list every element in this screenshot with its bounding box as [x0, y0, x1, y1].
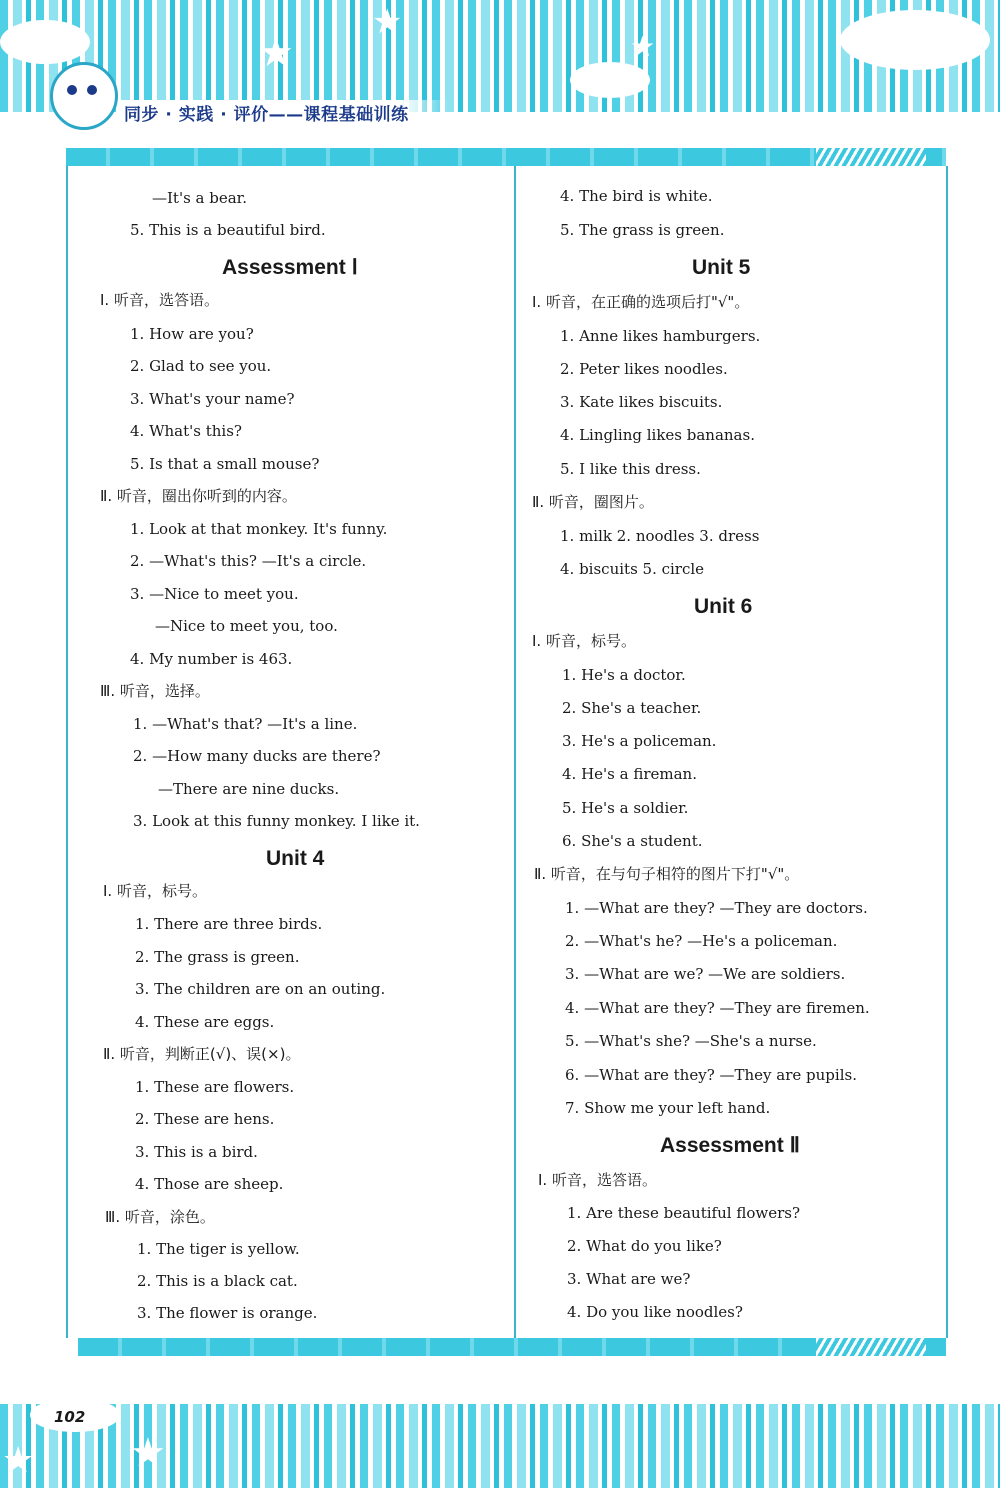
section-heading: Unit 4: [266, 847, 325, 870]
header-stripes: [0, 0, 1000, 112]
star-icon: ★: [258, 30, 294, 76]
exercise-instruction: Ⅰ. 听音，标号。: [532, 632, 636, 650]
transcript-line: 1. Anne likes hamburgers.: [560, 327, 761, 345]
transcript-line: 1. milk 2. noodles 3. dress: [560, 527, 760, 545]
transcript-line: 3. He's a policeman.: [562, 732, 717, 750]
transcript-line: 3. What are we?: [567, 1270, 691, 1288]
transcript-line: 1. He's a doctor.: [562, 666, 686, 684]
transcript-line: 5. He's a soldier.: [562, 799, 689, 817]
transcript-line: 3. This is a bird.: [135, 1143, 258, 1161]
transcript-line: 2. This is a black cat.: [137, 1272, 298, 1290]
cloud-right: [840, 10, 990, 70]
section-heading: Unit 6: [694, 595, 753, 618]
transcript-line: 5. —What's she? —She's a nurse.: [565, 1032, 817, 1050]
transcript-line: 4. Those are sheep.: [135, 1175, 284, 1193]
cloud-left: [0, 20, 90, 64]
star-icon: ★: [130, 1430, 166, 1476]
transcript-line: 4. —What are they? —They are firemen.: [565, 999, 870, 1017]
transcript-line: 1. Look at that monkey. It's funny.: [130, 520, 388, 538]
transcript-line: 1. There are three birds.: [135, 915, 323, 933]
transcript-line: —There are nine ducks.: [158, 780, 340, 798]
transcript-line: 2. She's a teacher.: [562, 699, 702, 717]
transcript-line: —It's a bear.: [152, 189, 247, 207]
transcript-line: 3. The flower is orange.: [137, 1304, 318, 1322]
transcript-line: 6. —What are they? —They are pupils.: [565, 1066, 857, 1084]
transcript-line: 4. biscuits 5. circle: [560, 560, 705, 578]
frame-top-bar: [66, 148, 946, 166]
transcript-line: 3. Look at this funny monkey. I like it.: [133, 812, 420, 830]
transcript-line: 3. The children are on an outing.: [135, 980, 386, 998]
mascot-icon: [50, 62, 118, 130]
section-heading: Unit 5: [692, 256, 751, 279]
transcript-line: 4. Do you like noodles?: [567, 1303, 743, 1321]
transcript-line: 6. She's a student.: [562, 832, 703, 850]
transcript-line: 4. Lingling likes bananas.: [560, 426, 755, 444]
transcript-line: 3. —What are we? —We are soldiers.: [565, 965, 846, 983]
page-number: 102: [54, 1408, 86, 1426]
transcript-line: 2. What do you like?: [567, 1237, 722, 1255]
transcript-line: 1. —What's that? —It's a line.: [133, 715, 358, 733]
transcript-line: 1. Are these beautiful flowers?: [567, 1204, 800, 1222]
exercise-instruction: Ⅰ. 听音，选答语。: [538, 1171, 657, 1189]
exercise-instruction: Ⅱ. 听音，在与句子相符的图片下打"√"。: [534, 865, 800, 883]
transcript-line: 1. These are flowers.: [135, 1078, 295, 1096]
section-heading: Assessment Ⅰ: [222, 256, 358, 279]
transcript-line: 7. Show me your left hand.: [565, 1099, 771, 1117]
transcript-line: 2. The grass is green.: [135, 948, 300, 966]
cloud-mid: [570, 62, 650, 98]
exercise-instruction: Ⅰ. 听音，选答语。: [100, 291, 219, 309]
star-icon: ★: [2, 1440, 35, 1481]
exercise-instruction: Ⅱ. 听音，判断正(√)、误(×)。: [103, 1045, 301, 1063]
transcript-line: 3. What's your name?: [130, 390, 295, 408]
transcript-line: 2. Peter likes noodles.: [560, 360, 728, 378]
exercise-instruction: Ⅰ. 听音，标号。: [103, 882, 207, 900]
transcript-line: 4. These are eggs.: [135, 1013, 275, 1031]
transcript-line: 5. The grass is green.: [560, 221, 725, 239]
exercise-instruction: Ⅲ. 听音，选择。: [100, 682, 210, 700]
transcript-line: 5. I like this dress.: [560, 460, 701, 478]
transcript-line: 4. My number is 463.: [130, 650, 293, 668]
exercise-instruction: Ⅱ. 听音，圈图片。: [532, 493, 654, 511]
transcript-line: 1. —What are they? —They are doctors.: [565, 899, 868, 917]
transcript-line: 5. Is that a small mouse?: [130, 455, 320, 473]
column-divider: [514, 166, 516, 1338]
transcript-line: —Nice to meet you, too.: [155, 617, 338, 635]
transcript-line: 2. —What's this? —It's a circle.: [130, 552, 367, 570]
exercise-instruction: Ⅲ. 听音，涂色。: [105, 1208, 215, 1226]
transcript-line: 4. The bird is white.: [560, 187, 713, 205]
transcript-line: 3. —Nice to meet you.: [130, 585, 299, 603]
transcript-line: 1. The tiger is yellow.: [137, 1240, 300, 1258]
exercise-instruction: Ⅰ. 听音，在正确的选项后打"√"。: [532, 293, 750, 311]
frame-bottom-bar: [78, 1338, 946, 1356]
transcript-line: 4. What's this?: [130, 422, 242, 440]
transcript-line: 2. —What's he? —He's a policeman.: [565, 932, 838, 950]
transcript-line: 2. Glad to see you.: [130, 357, 272, 375]
transcript-line: 3. Kate likes biscuits.: [560, 393, 723, 411]
section-heading: Assessment Ⅱ: [660, 1134, 800, 1157]
star-icon: ★: [630, 30, 656, 63]
header-title: 同步 · 实践 · 评价——课程基础训练: [120, 100, 449, 130]
transcript-line: 2. These are hens.: [135, 1110, 275, 1128]
star-icon: ★: [372, 2, 403, 42]
transcript-line: 5. This is a beautiful bird.: [130, 221, 326, 239]
transcript-line: 2. —How many ducks are there?: [133, 747, 381, 765]
transcript-line: 1. How are you?: [130, 325, 254, 343]
exercise-instruction: Ⅱ. 听音，圈出你听到的内容。: [100, 487, 297, 505]
transcript-line: 4. He's a fireman.: [562, 765, 697, 783]
